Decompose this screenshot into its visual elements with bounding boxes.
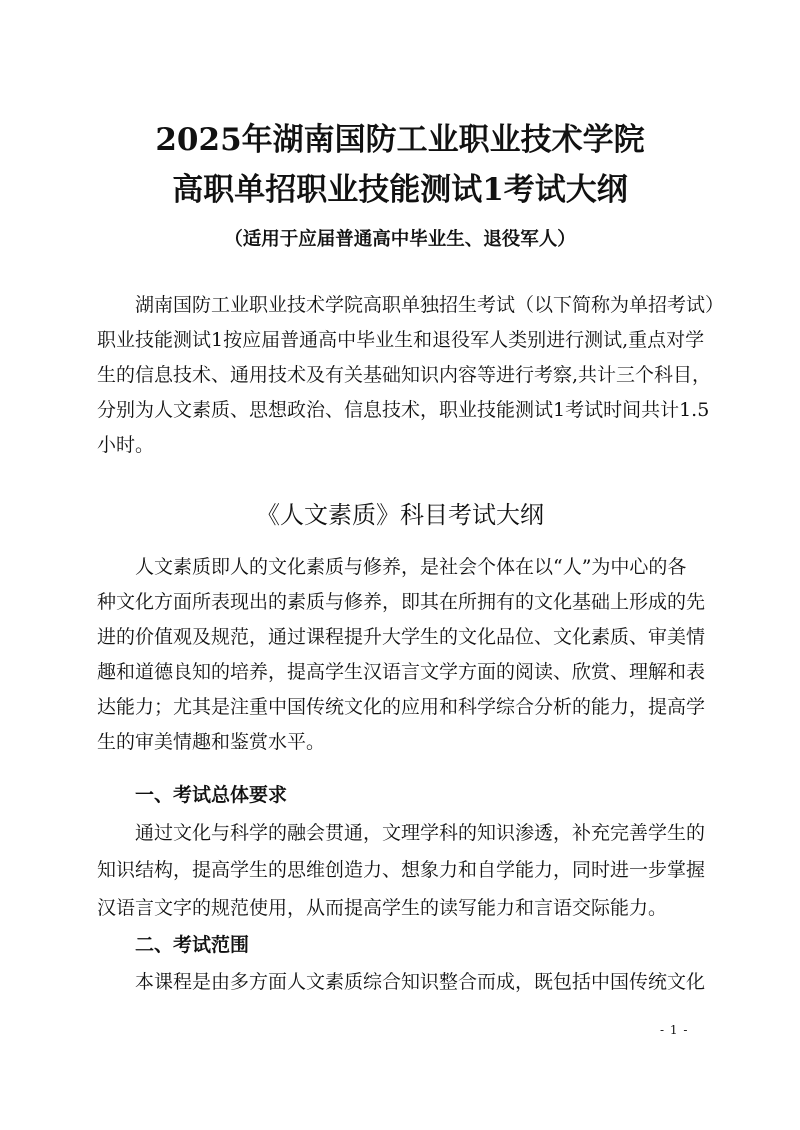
intro-line: 生的信息技术、通用技术及有关基础知识内容等进行考察,共计三个科目，: [97, 363, 712, 386]
section-intro-line: 趣和道德良知的培养，提高学生汉语言文学方面的阅读、欣赏、理解和表: [97, 660, 706, 683]
page-number: - 1 -: [660, 1023, 689, 1037]
document-title-line-2: 高职单招职业技能测试1考试大纲: [172, 172, 628, 208]
intro-line: 湖南国防工业职业技术学院高职单独招生考试（以下简称为单招考试）: [135, 293, 725, 316]
section-intro-line: 达能力；尤其是注重中国传统文化的应用和科学综合分析的能力，提高学: [97, 695, 706, 718]
intro-paragraph: [97, 288, 725, 463]
section-intro-line: 进的价值观及规范，通过课程提升大学生的文化品位、文化素质、审美情: [97, 625, 706, 648]
intro-line: 职业技能测试1按应届普通高中毕业生和退役军人类别进行测试,重点对学: [97, 328, 705, 351]
heading-exam-scope: 二、考试范围: [135, 933, 250, 956]
section-intro-line: 人文素质即人的文化素质与修养，是社会个体在以“人”为中心的各: [135, 555, 687, 578]
document-subtitle: （适用于应届普通高中毕业生、退役军人）: [224, 229, 576, 250]
document-title-line-1: 2025年湖南国防工业职业技术学院: [155, 122, 645, 158]
section-title: 《人文素质》科目考试大纲: [256, 501, 544, 529]
general-requirements-line: 知识结构，提高学生的思维创造力、想象力和自学能力，同时进一步掌握: [97, 859, 706, 881]
general-requirements-line: 汉语言文字的规范使用，从而提高学生的读写能力和言语交际能力。: [97, 896, 668, 919]
general-requirements-paragraph: [97, 815, 709, 928]
section-intro-line: 种文化方面所表现出的素质与修养，即其在所拥有的文化基础上形成的先: [97, 590, 706, 613]
exam-scope-paragraph: [97, 964, 709, 1002]
general-requirements-line: 通过文化与科学的融会贯通，文理学科的知识渗透，补充完善学生的: [135, 821, 706, 844]
heading-general-requirements: 一、考试总体要求: [135, 783, 288, 806]
intro-line: 小时。: [97, 433, 155, 456]
exam-scope-line: 本课程是由多方面人文素质综合知识整合而成，既包括中国传统文化: [135, 971, 706, 993]
document-page: [0, 115, 800, 1002]
section-intro-paragraph: [97, 550, 709, 760]
section-intro-line: 生的审美情趣和鉴赏水平。: [97, 730, 326, 753]
intro-line: 分别为人文素质、思想政治、信息技术，职业技能测试1考试时间共计1.5: [97, 398, 710, 421]
